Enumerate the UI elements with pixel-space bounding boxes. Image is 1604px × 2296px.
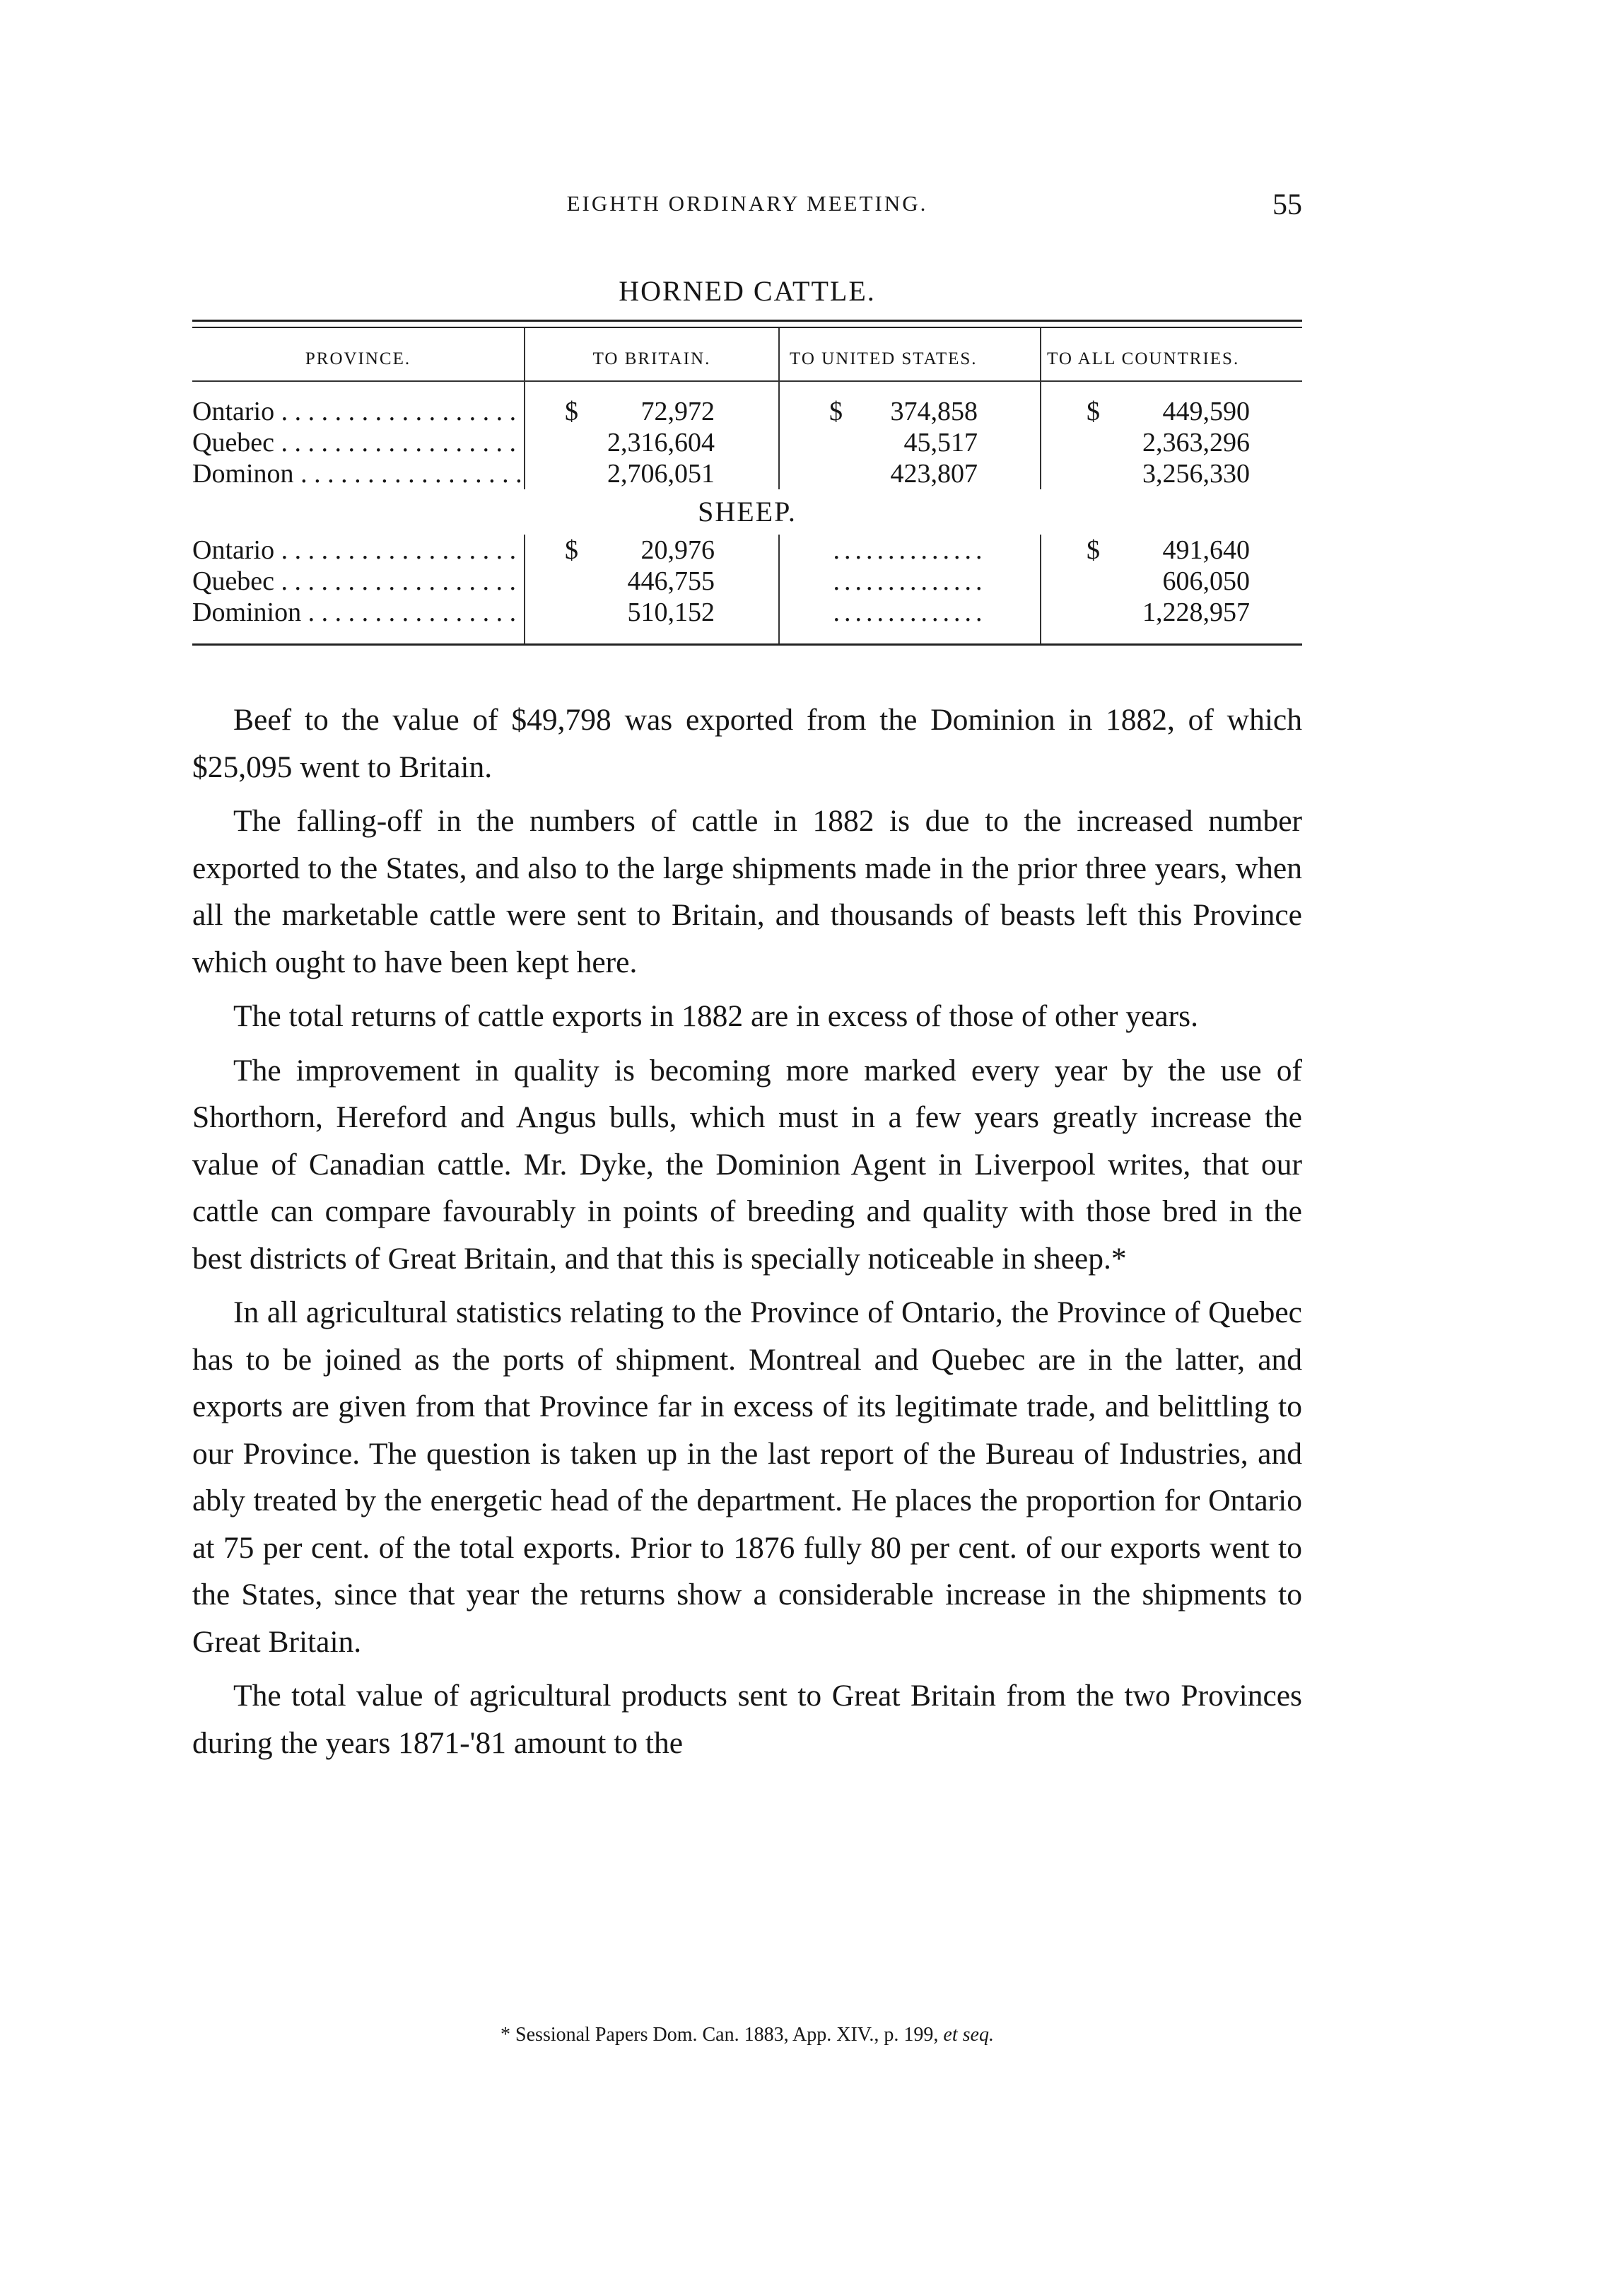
united-states-cell: 45,517	[779, 427, 1041, 458]
province-cell: Ontario . . .	[192, 381, 525, 427]
body-text	[192, 697, 1302, 1773]
table-bottom-rule	[192, 643, 1302, 646]
paragraph: The falling-off in the numbers of cattle in 1882 is due to the increased number exported to the States, and also to the large shipments made in the prior three years, when all the marketable cattle were sent to Britain, and thousands of beasts left this Province which ought to have been kept here.	[192, 804, 1302, 979]
table-row	[192, 427, 1302, 458]
all-countries-cell: 1,228,957	[1041, 597, 1302, 643]
table-row	[192, 535, 1302, 566]
column-header-to-britain: TO BRITAIN.	[525, 328, 779, 381]
britain-cell: $ 72,972	[525, 381, 779, 427]
britain-cell: 2,706,051	[525, 458, 779, 489]
sheep-section-title: SHEEP.	[698, 496, 797, 528]
all-countries-cell: $ 449,590	[1041, 381, 1302, 427]
table-header-row	[192, 328, 1302, 381]
province-cell: Quebec . . .	[192, 566, 525, 597]
table-top-rule	[192, 320, 1302, 328]
province-cell: Dominion . . .	[192, 597, 525, 643]
sheep-section-row	[192, 489, 1302, 535]
paragraph: The total value of agricultural products sent to Great Britain from the two Provinces during the years 1871-'81 amount to the	[192, 1679, 1302, 1760]
running-header	[192, 191, 1302, 233]
all-countries-cell: 3,256,330	[1041, 458, 1302, 489]
all-countries-cell: $ 491,640	[1041, 535, 1302, 566]
united-states-cell-empty: ..............	[779, 566, 1041, 597]
province-cell: Quebec . . .	[192, 427, 525, 458]
paragraph: In all agricultural statistics relating to the Province of Ontario, the Province of Quebec has to be joined as the ports of shipment. Montreal and Quebec are in the latter, and exports are given from that Province far in excess of its legitimate trade, and belittling to our Province. The question is taken up in the last report of the Bureau of Industries, and ably treated by the energetic head of the department. He places the proportion for Ontario at 75 per cent. of the total exports. Prior to 1876 fully 80 per cent. of our exports went to the States, since that year the returns show a considerable increase in the shipments to Great Britain.	[192, 1295, 1302, 1659]
table-row	[192, 458, 1302, 489]
britain-cell: $ 20,976	[525, 535, 779, 566]
footnote-text: * Sessional Papers Dom. Can. 1883, App. XIV., p. 199,	[500, 2024, 939, 2046]
britain-cell: 446,755	[525, 566, 779, 597]
paragraph: Beef to the value of $49,798 was exported from the Dominion in 1882, of which $25,095 went to Britain.	[192, 703, 1302, 784]
table-row	[192, 381, 1302, 427]
all-countries-cell: 2,363,296	[1041, 427, 1302, 458]
table-title: HORNED CATTLE.	[619, 275, 876, 307]
paragraph: The total returns of cattle exports in 1882 are in excess of those of other years.	[233, 999, 1198, 1033]
table-row	[192, 566, 1302, 597]
britain-cell: 2,316,604	[525, 427, 779, 458]
table-row	[192, 597, 1302, 643]
footnote	[192, 2024, 1302, 2046]
united-states-cell: 423,807	[779, 458, 1041, 489]
all-countries-cell: 606,050	[1041, 566, 1302, 597]
province-cell: Ontario . . .	[192, 535, 525, 566]
united-states-cell-empty: ..............	[779, 535, 1041, 566]
column-header-province: PROVINCE.	[192, 328, 525, 381]
footnote-et-seq: et seq.	[943, 2024, 994, 2046]
paragraph: The improvement in quality is becoming more marked every year by the use of Shorthorn, Hereford and Angus bulls, which must in a few years greatly increase the value of Canadian cattle. Mr. Dyke, the Dominion Agent in Liverpool writes, that our cattle can compare favourably in points of breeding and quality with those bred in the best districts of Great Britain, and that this is specially noticeable in sheep.*	[192, 1053, 1302, 1276]
province-cell: Dominon . . .	[192, 458, 525, 489]
column-header-to-united-states: TO UNITED STATES.	[779, 328, 1041, 381]
united-states-cell-empty: ..............	[779, 597, 1041, 643]
united-states-cell: $ 374,858	[779, 381, 1041, 427]
exports-table	[192, 320, 1302, 646]
page-number: 55	[1272, 189, 1302, 221]
britain-cell: 510,152	[525, 597, 779, 643]
running-title: EIGHTH ORDINARY MEETING.	[566, 191, 928, 216]
column-header-to-all-countries: TO ALL COUNTRIES.	[1041, 328, 1302, 381]
